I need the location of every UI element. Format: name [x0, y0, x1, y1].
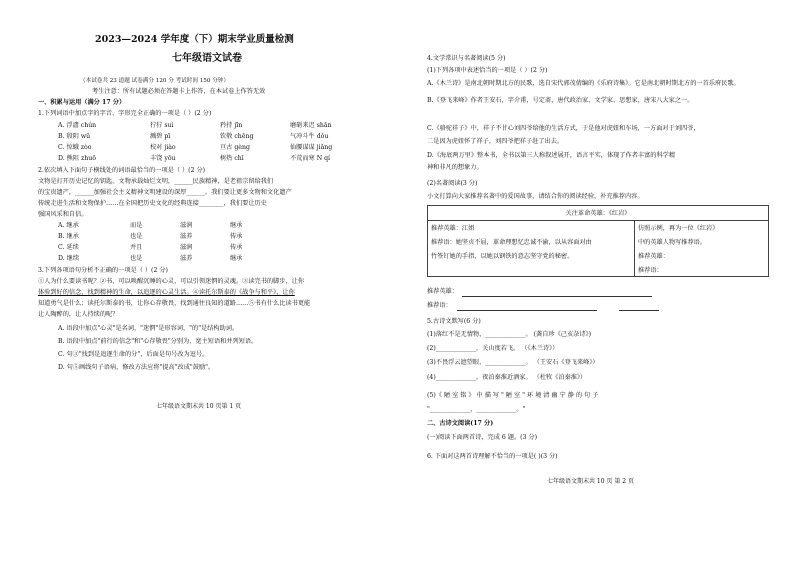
task-text-label: 推荐语：: [638, 267, 663, 274]
q1-row-a-1: A. 浮濇 chún: [58, 122, 97, 129]
question-4: 4.文学常识与名著阅读(5 分): [427, 55, 506, 62]
q2-opt-c-2: 并且: [130, 244, 143, 251]
q5-line-4: (4)_____________，夜泊秦淮近酒家。 （杜牧《泊秦淮》）: [427, 374, 587, 381]
q3-option-b: B. 语段中加点"前行的信念"和"心存敬畏"分别为，宽主短语和并列短语。: [58, 338, 258, 345]
recommend-table-head: 关注革命英雄：《红岩》: [428, 206, 769, 221]
q2-passage-line: 强国风采和自信。: [38, 211, 88, 218]
q4-option-c: C.《骆驼祥子》中，祥子不甘心刘四爷给他的生活方式，于是他对虎妞和车场，一方面对于刘四爷，: [427, 125, 700, 132]
page-footer: 七年级语文期末共 10 页 第 2 页: [547, 478, 634, 485]
q1-row-c-3: 亘古 gèng: [220, 144, 250, 151]
q2-opt-d-3: 滋养: [180, 255, 193, 262]
section-1-heading: 一、积累与运用（满分 17 分）: [38, 99, 126, 106]
q1-row-c-1: C. 惊蛾 zòo: [58, 144, 92, 151]
q2-opt-d-2: 也是: [130, 255, 143, 262]
q3-passage-line: 知道勇气是什么；读托尔斯泰的书，让你心存敬畏，找到通往良知的道路……⑤书有什么比读书更能: [38, 300, 311, 307]
exam-info: （本试卷共 23 道题 试卷满分 120 分 考试时间 150 分钟）: [80, 78, 229, 84]
rec-hero-label: 推荐英雄：: [427, 288, 458, 295]
rec-text-label: 推荐语：: [427, 302, 452, 309]
q2-passage-line: 文物是打开历史记忆的钥匙。文物承载灿烂文明，______民族精神，是老祖宗留给我们: [38, 178, 274, 185]
rec-text-answer-line-2[interactable]: [619, 310, 659, 311]
page-footer: 七年级语文期末共 10 页第 1 页: [156, 403, 242, 410]
q4-part-2: (2)名著阅读(3 分): [427, 180, 478, 187]
q2-opt-c-3: 滋润: [180, 244, 193, 251]
question-2: 2.依次填入下面句子横线处的词语最恰当的一项是（ ）(2 分): [38, 167, 206, 174]
question-5: 5.古诗文默写(6 分): [427, 318, 481, 325]
q2-opt-c-4: 传承: [230, 244, 243, 251]
task-line: 中的英雄人物写推荐语。: [638, 239, 707, 246]
recommend-table: [427, 205, 769, 277]
exam-subtitle: 七年级语文试卷: [172, 53, 242, 64]
section-2-heading: 二、古诗文阅读(17 分): [427, 420, 494, 427]
exam-page-2: [397, 0, 794, 561]
q4-part-1: (1)下列各项中表述恰当的一项是（ ）(2 分): [427, 67, 548, 74]
q1-row-d-1: D. 熊阻 zhuō: [58, 155, 96, 162]
rec-text-answer-line[interactable]: [457, 310, 597, 311]
q1-row-d-3: 树热 chī: [220, 155, 244, 162]
q1-row-c-2: 校对 jiào: [150, 144, 176, 151]
q2-opt-b-3: 滋养: [180, 233, 193, 240]
section-2-sub-1: (一)阅读下面两首诗，完成 6 题。(3 分): [427, 434, 538, 441]
q5-line-3: (3)不畏浮云遮望眼，_____________。 （王安石《登飞来峰》）: [427, 359, 599, 366]
q2-opt-a-3: 滋润: [180, 222, 193, 229]
q4-part-2-prompt: 小文打算向大家推荐名著中的爱国故事，请结合你的阅读经验，补充推荐内容。: [427, 193, 644, 200]
q5-line-6: "_____________，_____________。": [427, 406, 526, 413]
q2-opt-a-1: A. 继承: [58, 222, 79, 229]
rec-hero-answer-line[interactable]: [462, 296, 652, 297]
q1-row-b-2: 溅碧 pī: [150, 133, 171, 140]
q2-passage-line: 的宝贵遗产，______加强社会主义精神文明建设的深厚______。我们要让更多文物和文化遗产: [38, 189, 292, 196]
q5-line-1: (1)落红不是无情物，_____________。 (龚自珍《己亥杂诗》): [427, 331, 592, 338]
q3-passage-line: 体验到好的信念，找到精神的生命，以追逐的心灵生活。④读托尔斯泰的《战争与和平》，让你: [38, 289, 295, 296]
q3-option-c: C. 句③"找到是追逐生命的分"，后面是句号改为逗号。: [58, 351, 209, 358]
example-text-line: 竹签钉她的手指，以她以钢铁的意志坚守党的秘密。: [431, 253, 574, 260]
q5-line-2: (2)_____________，关山度若飞。 （《木兰诗》）: [427, 345, 559, 352]
q2-opt-d-4: 继承: [230, 255, 243, 262]
q3-passage-line: 让人陶醉的，让人持续的呢？: [38, 311, 119, 318]
example-text-line: 推荐语：她坚贞不屈，革命理想忆忠诚不渝，以从容面对由: [431, 239, 592, 246]
q2-opt-a-2: 而是: [130, 222, 143, 229]
q2-opt-c-1: C. 延续: [58, 244, 79, 251]
question-1: 1.下列词语中加点字的字音、字形完全正确的一项是（ ）(2 分): [38, 110, 212, 117]
q1-row-a-2: 狞狞 suì: [150, 122, 174, 129]
question-6: 6. 下面对这两首诗理解不恰当的一项是( )(3 分): [427, 453, 558, 460]
q3-option-a: A. 语段中加点"心灵"是名词，"迷惘"是形容词，"的"是结构助词。: [58, 325, 239, 332]
q1-row-b-4: 气冲斗牛 dǒu: [290, 133, 329, 140]
recommend-task-cell: [635, 221, 769, 277]
q1-row-a-4: 磨砺来迟 shān: [290, 122, 332, 129]
q4-option-d-cont: 神和非凡的想象力。: [427, 164, 483, 171]
q1-row-a-3: 矜持 jīn: [220, 122, 243, 129]
q2-opt-d-1: D. 继续: [58, 255, 80, 262]
q1-row-b-1: B. 殷阴 wū: [58, 133, 91, 140]
q2-opt-b-2: 也是: [130, 233, 143, 240]
q1-row-b-3: 钦敬 chēng: [220, 133, 254, 140]
q4-option-b: B.《登飞来峰》作者王安石，字介甫，号定斋，唐代政治家、文学家、思想家，唐宋八大家之一。: [427, 97, 694, 104]
question-3: 3.下列各项语句分析不正确的一项是（ ）(2 分): [38, 267, 168, 274]
q3-option-d: D. 句⑤画线句子语病，修改方法应将"提高"改成"鼓励"。: [58, 364, 215, 371]
example-hero: 推荐英雄：江姐: [431, 225, 475, 232]
q4-option-d: D.《海底两万里》整本书，全书以第三人称叙述展开，语言平实，体现了作者丰富的科学精: [427, 152, 676, 159]
q2-opt-b-1: B. 继承: [58, 233, 79, 240]
q2-opt-a-4: 继承: [230, 222, 243, 229]
task-line: 仿照示例，再为一位《红岩》: [638, 225, 719, 232]
exam-title: 2023—2024 学年度（下）期末学业质量检测: [95, 34, 294, 45]
q3-passage-line: ①人为什么要读书呢？②书，可以唤醒沉睡的心灵，可以引领迷惘的灵魂。③读完书的脚步，让你: [38, 278, 305, 285]
q2-passage-line: 传统走进生活和文物保护……在全国把历史文化的经典连接________，我们要让历史: [38, 200, 267, 207]
q1-row-d-2: 丰饶 yōu: [150, 155, 176, 162]
task-hero-label: 推荐英雄：: [638, 253, 669, 260]
q1-row-c-4: 仙腰谋谋 jiǎng: [290, 144, 333, 151]
q4-option-c-cont: 二是因为虎妞怀了祥子，刘四爷把祥子赶了出去。: [427, 138, 564, 145]
q5-line-5: (5)《 陋 室 铭 》 中 描 写 " 陋 室 " 环 境 清 幽 宁 静 的 句 子: [427, 392, 599, 399]
q4-option-a: A.《木兰诗》是南北朝时期北方的民歌，选自宋代郭茂倩编的《乐府诗集》。它是南北朝时期北方的一首乐府民歌。: [427, 80, 740, 87]
q1-row-d-4: 不荒而寒 N qí: [290, 155, 331, 162]
exam-notice: 考生注意：所有试题必须在答题卡上作答，在本试卷上作答无效: [92, 88, 266, 95]
recommend-example-cell: [428, 221, 635, 277]
q2-opt-b-4: 传承: [230, 233, 243, 240]
